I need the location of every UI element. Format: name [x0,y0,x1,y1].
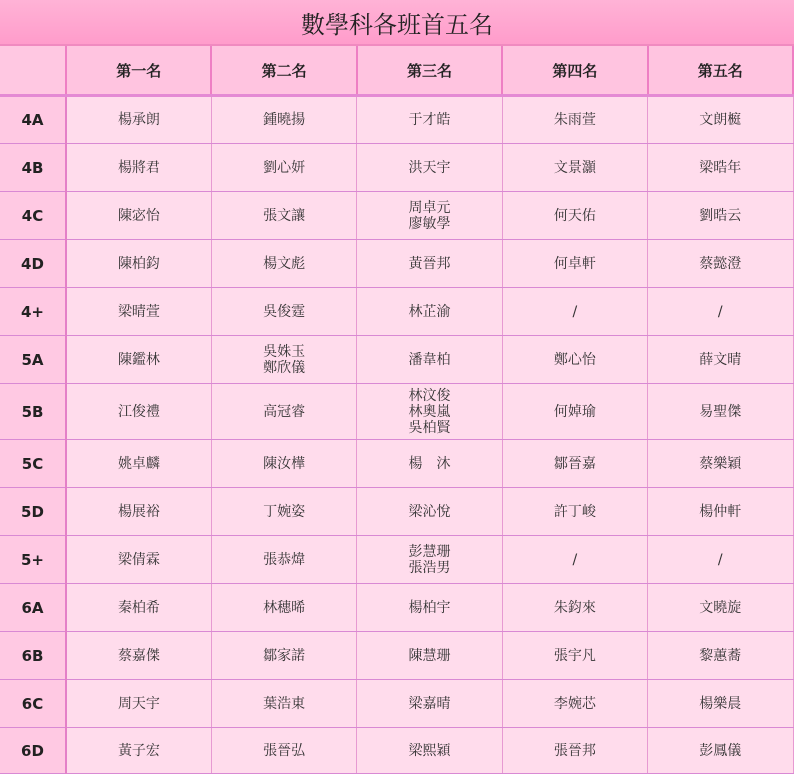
rank-cell [66,384,211,440]
student-name: 林汶俊 [408,387,451,404]
table-row [0,584,793,632]
table-row [0,384,793,440]
rank-cell [357,488,502,536]
rank-cell [66,336,211,384]
rank-cell [357,680,502,728]
student-name: 張浩男 [408,559,451,576]
rank-cell [502,192,647,240]
rank-cell [357,240,502,288]
student-name: 鍾曉揚 [263,112,306,128]
student-name: 林芷渝 [408,303,451,320]
class-label: 4B [0,144,66,192]
student-name: 楊 沐 [408,455,451,472]
student-name: 許丁峻 [553,503,596,520]
class-label: 5A [0,336,66,384]
student-name: 洪天宇 [408,159,451,176]
rank-cell [648,384,793,440]
student-name: 文朗榳 [699,112,742,128]
student-name: 梁倩霖 [117,551,160,568]
rank-cell [502,584,647,632]
rank-cell [357,632,502,680]
rank-cell [66,192,211,240]
student-name: 何卓軒 [553,255,596,272]
header-cell-3rd: 第三名 [357,46,502,96]
student-name: / [572,551,578,568]
rank-cell [357,440,502,488]
student-name: 張晉邦 [553,742,596,759]
rank-cell [502,440,647,488]
rank-cell [357,96,502,144]
student-name: 薛文晴 [699,351,742,368]
rank-cell [502,632,647,680]
student-name: 鄒家諾 [263,647,306,664]
rank-cell [357,288,502,336]
header-cell-5th: 第五名 [648,46,793,96]
student-name: 陳慧珊 [408,647,451,664]
student-name: 葉浩東 [263,695,306,712]
class-label: 5D [0,488,66,536]
header-cell-4th: 第四名 [502,46,647,96]
student-name: 楊仲軒 [699,503,742,520]
class-label: 6B [0,632,66,680]
student-name: 楊展裕 [117,503,160,520]
student-name: 周卓元 [408,199,451,216]
rank-cell [211,240,356,288]
student-name: 何天佑 [553,207,596,224]
student-name: / [717,303,723,320]
student-name: 蔡樂穎 [699,455,742,472]
rank-cell [211,536,356,584]
rank-cell [211,384,356,440]
class-label: 4+ [0,288,66,336]
student-name: 林穗晞 [263,599,306,616]
header-cell-class [0,46,66,96]
student-name: 鄭欣儀 [263,359,306,376]
rank-cell [502,336,647,384]
table-row [0,632,793,680]
rank-cell [66,288,211,336]
rank-cell [66,536,211,584]
rank-cell [648,728,793,774]
student-name: 周天宇 [117,695,160,712]
rank-cell [211,632,356,680]
rank-cell [502,488,647,536]
student-name: 彭慧珊 [408,543,451,560]
rank-cell [648,240,793,288]
rank-cell [648,632,793,680]
rank-cell [357,336,502,384]
rank-cell [502,384,647,440]
rank-cell [211,488,356,536]
rank-cell [66,728,211,774]
student-name: 張晉弘 [263,742,306,759]
rank-cell [66,440,211,488]
table-row [0,192,793,240]
student-name: 黎蕙蕎 [699,647,742,664]
rank-cell [66,144,211,192]
student-name: 秦柏希 [117,599,160,616]
table-row [0,336,793,384]
rank-cell [357,384,502,440]
table-row [0,96,793,144]
student-name: 潘韋柏 [408,351,451,368]
student-name: 何婥瑜 [553,403,596,420]
rank-cell [66,96,211,144]
student-name: 文景灝 [553,159,596,176]
student-name: 黃晉邦 [408,255,451,272]
student-name: 梁晴萱 [117,303,160,320]
class-label: 4D [0,240,66,288]
rank-cell [648,536,793,584]
rank-cell [357,584,502,632]
rank-cell [502,144,647,192]
table-row [0,728,793,774]
student-name: 廖敏學 [408,215,451,232]
page-title: 數學科各班首五名 [0,0,794,46]
rank-cell [648,192,793,240]
table-row [0,488,793,536]
class-label: 5+ [0,536,66,584]
student-name: 楊柏宇 [408,599,451,616]
rank-cell [648,440,793,488]
class-label: 4A [0,96,66,144]
student-name: 陳鑑林 [117,351,160,368]
table-row [0,680,793,728]
rank-cell [211,192,356,240]
rank-cell [211,680,356,728]
student-name: 楊承朗 [117,112,160,128]
rank-cell [648,96,793,144]
class-label: 5C [0,440,66,488]
header-row [0,46,793,96]
student-name: 張恭煒 [263,551,306,568]
student-name: 丁婉姿 [263,503,306,520]
student-name: 朱雨萱 [553,112,596,128]
rank-cell [502,536,647,584]
class-label: 4C [0,192,66,240]
student-name: 梁沁悅 [408,503,451,520]
table-row [0,144,793,192]
rank-cell [211,584,356,632]
rank-cell [211,440,356,488]
student-name: 吳姝玉 [263,343,306,360]
table-row [0,288,793,336]
student-name: 朱鈞來 [553,599,596,616]
rank-cell [66,632,211,680]
student-name: / [717,551,723,568]
table-row [0,536,793,584]
student-name: / [572,303,578,320]
rank-cell [357,144,502,192]
rank-cell [357,192,502,240]
rank-cell [648,584,793,632]
student-name: 梁熙穎 [408,742,451,759]
student-name: 梁晧年 [699,159,742,176]
student-name: 劉心妍 [263,159,306,176]
rank-cell [502,728,647,774]
rank-cell [66,488,211,536]
student-name: 楊將君 [117,159,160,176]
student-name: 吳柏賢 [408,419,451,436]
class-label: 5B [0,384,66,440]
student-name: 蔡嘉傑 [117,647,160,664]
student-name: 楊樂晨 [699,695,742,712]
rank-cell [648,336,793,384]
rank-cell [357,536,502,584]
student-name: 黃子宏 [117,742,160,759]
student-name: 鄒晉嘉 [553,455,596,472]
student-name: 姚卓麟 [117,455,160,472]
student-name: 文曉旋 [699,599,742,616]
rank-cell [66,584,211,632]
class-label: 6A [0,584,66,632]
header-cell-2nd: 第二名 [211,46,356,96]
table-row [0,240,793,288]
student-name: 高冠睿 [263,403,306,420]
student-name: 易聖傑 [699,403,742,420]
rank-cell [502,680,647,728]
rank-cell [502,288,647,336]
rank-cell [211,96,356,144]
rank-cell [66,680,211,728]
rank-cell [211,336,356,384]
rank-cell [648,144,793,192]
student-name: 劉晧云 [699,207,742,224]
rank-cell [211,144,356,192]
class-label: 6C [0,680,66,728]
table-row [0,440,793,488]
results-table [0,46,794,774]
rank-cell [648,488,793,536]
rank-cell [66,240,211,288]
rank-cell [211,288,356,336]
student-name: 楊文彪 [263,255,306,272]
student-name: 梁嘉晴 [408,695,451,712]
rank-cell [648,288,793,336]
header-cell-1st: 第一名 [66,46,211,96]
student-name: 陳柏鈞 [117,255,160,272]
student-name: 于才皓 [408,112,451,128]
student-name: 彭鳳儀 [699,742,742,759]
student-name: 李婉芯 [553,695,596,712]
rank-cell [648,680,793,728]
rank-cell [502,96,647,144]
student-name: 江俊禮 [117,403,160,420]
student-name: 陳宓怡 [117,207,160,224]
class-label: 6D [0,728,66,774]
student-name: 張宇凡 [553,647,596,664]
student-name: 鄭心怡 [553,351,596,368]
rank-cell [357,728,502,774]
student-name: 陳汝樺 [263,455,306,472]
student-name: 吳俊霆 [263,303,306,320]
student-name: 林奧嵐 [408,403,451,420]
rank-cell [502,240,647,288]
student-name: 張文讓 [263,207,306,224]
rank-cell [211,728,356,774]
student-name: 蔡懿澄 [699,255,742,272]
